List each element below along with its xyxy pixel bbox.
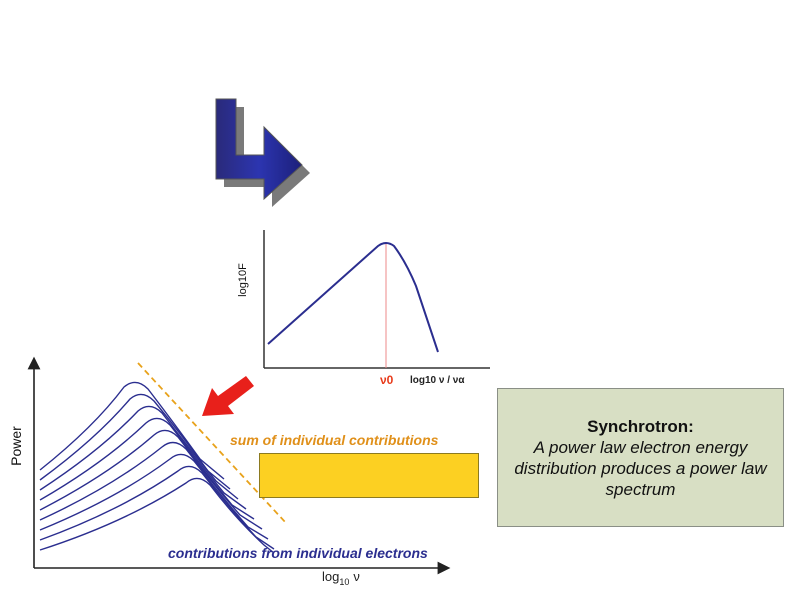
upper-x-axis-label: log10 ν / να xyxy=(410,375,465,386)
envelope-label: sum of individual contributions xyxy=(230,432,439,448)
upper-spectrum-curve xyxy=(268,243,438,352)
peak-label: ν0 xyxy=(380,373,394,387)
text-box-title: Synchrotron: xyxy=(587,416,694,436)
upper-y-axis-label: log10F xyxy=(237,263,249,297)
curves-label: contributions from individual electrons xyxy=(168,545,428,561)
lower-x-axis-label: $\log_{10} \nu$ xyxy=(322,569,360,587)
bent-arrow-icon xyxy=(210,95,310,210)
synchrotron-text-box xyxy=(497,388,784,527)
highlight-rectangle xyxy=(259,453,479,498)
lower-y-axis-label: Power xyxy=(7,426,24,466)
text-box-body: A power law electron energy distribution produces a power law spectrum xyxy=(514,437,767,499)
electron-curves xyxy=(40,382,274,553)
